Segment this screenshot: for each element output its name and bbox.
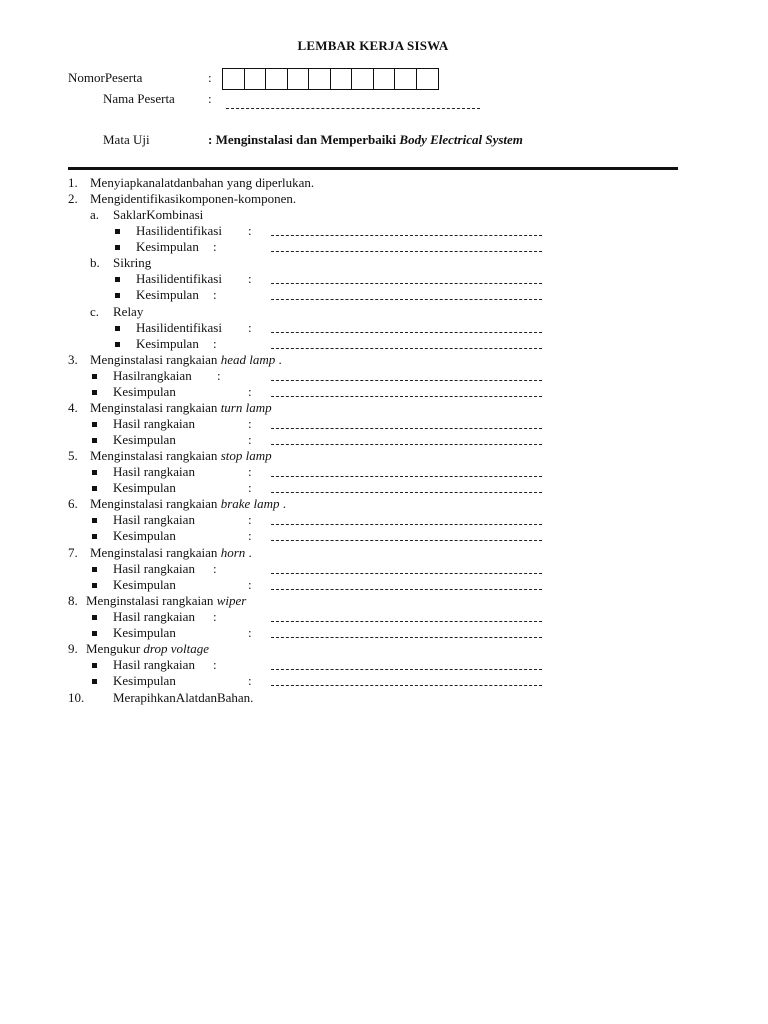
colon: : <box>248 625 252 640</box>
item-8-italic: wiper <box>216 593 247 608</box>
bullet-icon <box>115 277 120 282</box>
answer-line[interactable] <box>271 540 542 541</box>
colon: : <box>248 416 252 431</box>
item-6-italic: brake lamp <box>220 496 280 511</box>
kesimpulan-label: Kesimpulan <box>136 287 199 302</box>
digit-box[interactable] <box>331 69 353 89</box>
bullet-icon <box>92 470 97 475</box>
hasil-identifikasi-label: Hasilidentifikasi <box>136 320 222 335</box>
item-7-italic: horn <box>220 545 246 560</box>
hasil-identifikasi-label: Hasilidentifikasi <box>136 271 222 286</box>
nomor-colon: : <box>208 70 212 85</box>
item-7-plain: Menginstalasi rangkaian <box>90 545 221 560</box>
item-7-number: 7. <box>68 545 78 560</box>
bullet-icon <box>115 342 120 347</box>
answer-line[interactable] <box>271 573 542 574</box>
hasil-rangkaian-label: Hasil rangkaian <box>113 416 195 431</box>
bullet-icon <box>92 486 97 491</box>
bullet-icon <box>115 293 120 298</box>
item-6-tail: . <box>279 496 287 511</box>
bullet-icon <box>92 663 97 668</box>
answer-line[interactable] <box>271 524 542 525</box>
hasil-rangkaian-label: Hasil rangkaian <box>113 657 195 672</box>
colon: : <box>248 480 252 495</box>
colon: : <box>248 271 252 286</box>
item-4-italic: turn lamp <box>220 400 272 415</box>
item-10-number: 10. <box>68 690 85 705</box>
item-9-plain: Mengukur <box>86 641 144 656</box>
answer-line[interactable] <box>271 669 542 670</box>
colon: : <box>248 223 252 238</box>
item-6-plain: Menginstalasi rangkaian <box>90 496 221 511</box>
colon: : <box>217 368 221 383</box>
digit-box[interactable] <box>374 69 396 89</box>
item-9-number: 9. <box>68 641 78 656</box>
mata-uji-plain: Menginstalasi dan Memperbaiki <box>215 132 400 147</box>
mata-uji-italic: Body Electrical System <box>399 132 523 147</box>
colon: : <box>248 432 252 447</box>
nama-colon: : <box>208 91 212 106</box>
answer-line[interactable] <box>271 235 542 236</box>
item-8-plain: Menginstalasi rangkaian <box>86 593 217 608</box>
kesimpulan-label: Kesimpulan <box>136 336 199 351</box>
item-3-tail: . <box>275 352 282 367</box>
item-5-text <box>90 448 272 464</box>
colon: : <box>248 512 252 527</box>
item-3-number: 3. <box>68 352 78 367</box>
bullet-icon <box>115 229 120 234</box>
kesimpulan-label: Kesimpulan <box>136 239 199 254</box>
item-4-plain: Menginstalasi rangkaian <box>90 400 221 415</box>
mata-uji-label: Mata Uji <box>103 132 150 147</box>
item-8-text <box>86 593 246 609</box>
colon: : <box>248 320 252 335</box>
answer-line[interactable] <box>271 380 542 381</box>
colon: : <box>213 336 217 351</box>
colon: : <box>248 384 252 399</box>
item-4-number: 4. <box>68 400 78 415</box>
item-3-plain: Menginstalasi rangkaian <box>90 352 221 367</box>
item-5-italic: stop lamp <box>220 448 272 463</box>
item-2-number: 2. <box>68 191 78 206</box>
item-4-text <box>90 400 272 416</box>
mata-colon: : <box>208 132 213 147</box>
kesimpulan-label: Kesimpulan <box>113 528 176 543</box>
bullet-icon <box>115 326 120 331</box>
hasil-rangkaian-label: Hasil rangkaian <box>113 561 195 576</box>
item-8-number: 8. <box>68 593 78 608</box>
kesimpulan-label: Kesimpulan <box>113 432 176 447</box>
colon: : <box>213 609 217 624</box>
item-2-text: Mengidentifikasikomponen-komponen. <box>90 191 297 206</box>
item-1-number: 1. <box>68 175 78 190</box>
kesimpulan-label: Kesimpulan <box>113 577 176 592</box>
digit-box[interactable] <box>417 69 439 89</box>
item-2b-letter: b. <box>90 255 100 270</box>
bullet-icon <box>92 390 97 395</box>
item-1-text: Menyiapkanalatdanbahan yang diperlukan. <box>90 175 315 190</box>
bullet-icon <box>115 245 120 250</box>
divider-rule <box>68 167 678 170</box>
colon: : <box>213 657 217 672</box>
hasil-identifikasi-label: Hasilidentifikasi <box>136 223 222 238</box>
hasilrangkaian-label: Hasilrangkaian <box>113 368 192 383</box>
answer-line[interactable] <box>271 299 542 300</box>
answer-line[interactable] <box>271 589 542 590</box>
kesimpulan-label: Kesimpulan <box>113 384 176 399</box>
colon: : <box>248 577 252 592</box>
answer-line[interactable] <box>271 476 542 477</box>
kesimpulan-label: Kesimpulan <box>113 480 176 495</box>
digit-box[interactable] <box>309 69 331 89</box>
item-2c-letter: c. <box>90 304 100 319</box>
answer-line[interactable] <box>271 492 542 493</box>
item-2c-text: Relay <box>113 304 144 319</box>
nomor-peserta-boxes[interactable] <box>222 68 439 90</box>
item-2a-letter: a. <box>90 207 100 222</box>
bullet-icon <box>92 422 97 427</box>
answer-line[interactable] <box>271 348 542 349</box>
answer-line[interactable] <box>271 396 542 397</box>
colon: : <box>213 561 217 576</box>
colon: : <box>248 528 252 543</box>
answer-line[interactable] <box>271 637 542 638</box>
kesimpulan-label: Kesimpulan <box>113 625 176 640</box>
hasil-rangkaian-label: Hasil rangkaian <box>113 464 195 479</box>
answer-line[interactable] <box>271 444 542 445</box>
digit-box[interactable] <box>266 69 288 89</box>
kesimpulan-label: Kesimpulan <box>113 673 176 688</box>
item-5-plain: Menginstalasi rangkaian <box>90 448 221 463</box>
nama-peserta-label: Nama Peserta <box>103 91 175 106</box>
digit-box[interactable] <box>223 69 245 89</box>
bullet-icon <box>92 583 97 588</box>
bullet-icon <box>92 631 97 636</box>
digit-box[interactable] <box>395 69 417 89</box>
item-7-tail: . <box>245 545 252 560</box>
bullet-icon <box>92 534 97 539</box>
answer-line[interactable] <box>271 685 542 686</box>
answer-line[interactable] <box>271 332 542 333</box>
item-2b-text: Sikring <box>113 255 152 270</box>
item-9-italic: drop voltage <box>143 641 210 656</box>
answer-line[interactable] <box>271 621 542 622</box>
colon: : <box>248 673 252 688</box>
bullet-icon <box>92 615 97 620</box>
nama-peserta-field[interactable] <box>226 108 480 109</box>
item-7-text <box>90 545 252 561</box>
bullet-icon <box>92 567 97 572</box>
colon: : <box>213 239 217 254</box>
item-9-text <box>86 641 209 657</box>
bullet-icon <box>92 374 97 379</box>
hasil-rangkaian-label: Hasil rangkaian <box>113 512 195 527</box>
item-6-text <box>90 496 286 512</box>
answer-line[interactable] <box>271 251 542 252</box>
answer-line[interactable] <box>271 283 542 284</box>
digit-box[interactable] <box>245 69 267 89</box>
item-10-text: MerapihkanAlatdanBahan. <box>113 690 254 705</box>
colon: : <box>248 464 252 479</box>
bullet-icon <box>92 438 97 443</box>
nomor-peserta-label: NomorPeserta <box>68 70 143 85</box>
colon: : <box>213 287 217 302</box>
item-2a-text: SaklarKombinasi <box>113 207 204 222</box>
digit-box[interactable] <box>352 69 374 89</box>
mata-uji-value <box>208 132 523 148</box>
bullet-icon <box>92 679 97 684</box>
item-3-italic: head lamp <box>220 352 276 367</box>
item-6-number: 6. <box>68 496 78 511</box>
page-title: LEMBAR KERJA SISWA <box>297 38 449 53</box>
bullet-icon <box>92 518 97 523</box>
item-3-text <box>90 352 282 368</box>
digit-box[interactable] <box>288 69 310 89</box>
hasil-rangkaian-label: Hasil rangkaian <box>113 609 195 624</box>
answer-line[interactable] <box>271 428 542 429</box>
item-5-number: 5. <box>68 448 78 463</box>
